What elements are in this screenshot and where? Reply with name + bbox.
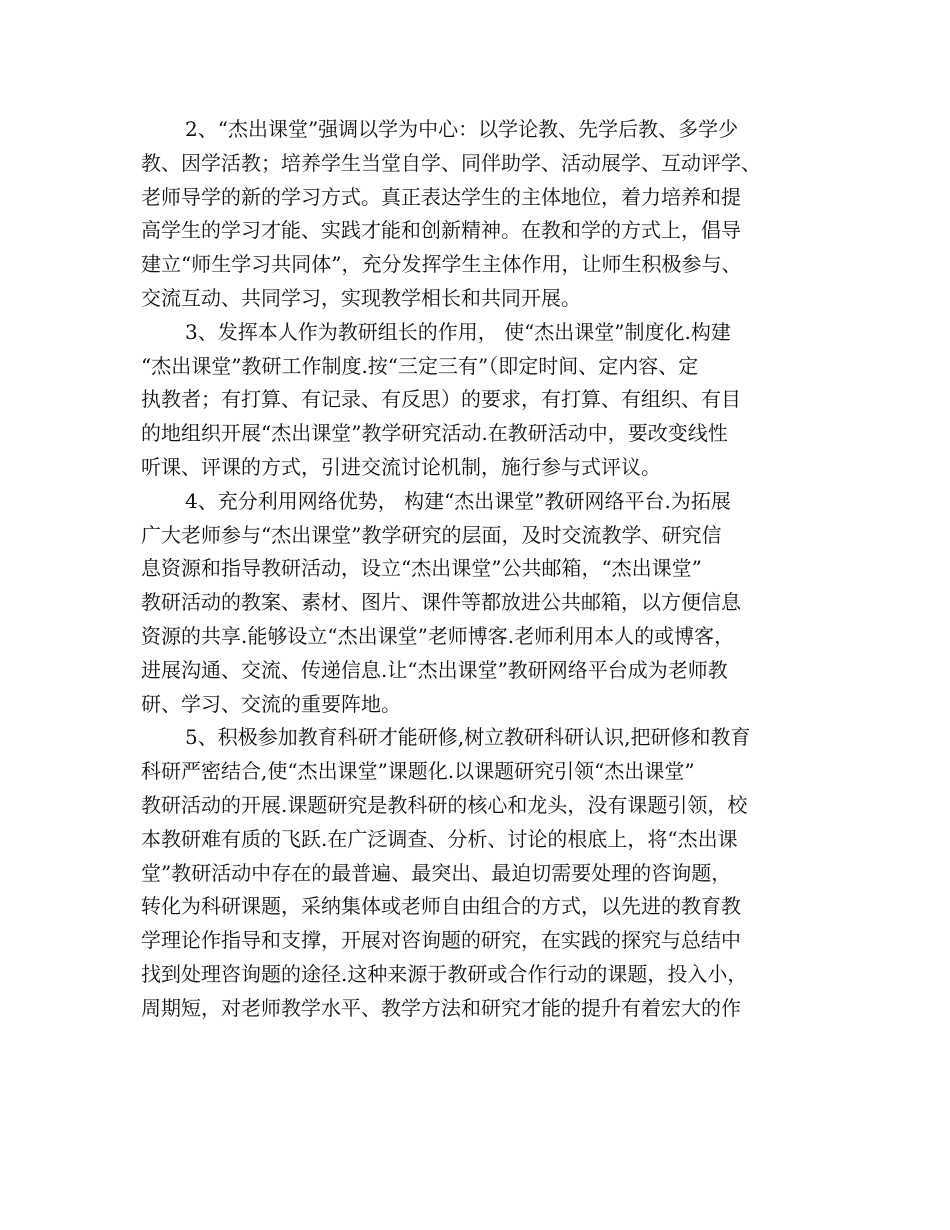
text-line: 教、因学活教；培养学生当堂自学、同伴助学、活动展学、互动评学、: [141, 150, 761, 175]
paragraph-5: [141, 721, 821, 1025]
text-line: 转化为科研课题，采纳集体或老师自由组合的方式，以先进的教育教: [141, 894, 741, 919]
paragraph-4: [141, 485, 821, 722]
text-line: 执教者；有打算、有记录、有反思）的要求，有打算、有组织、有目: [141, 387, 741, 412]
text-line: 4、充分利用网络优势， 构建“杰出课堂”教研网络平台.为拓展: [185, 488, 731, 513]
paragraph-2: [141, 113, 821, 316]
text-line: 交流互动、共同学习，实现教学相长和共同开展。: [141, 285, 581, 310]
text-line: 科研严密结合,使“杰出课堂”课题化.以课题研究引领“杰出课堂”: [141, 759, 695, 784]
text-line: 研、学习、交流的重要阵地。: [141, 691, 401, 716]
text-line: 学理论作指导和支撑，开展对咨询题的研究，在实践的探究与总结中: [141, 928, 741, 953]
text-line: 教研活动的教案、素材、图片、课件等都放进公共邮箱，以方便信息: [141, 590, 741, 615]
text-line: 2、“杰出课堂”强调以学为中心：以学论教、先学后教、多学少: [185, 117, 739, 141]
text-line: 广大老师参与“杰出课堂”教学研究的层面，及时交流教学、研究信: [141, 522, 722, 547]
document-body: [141, 113, 821, 1026]
text-line: 的地组织开展“杰出课堂”教学研究活动.在教研活动中，要改变线性: [141, 421, 728, 446]
text-line: 3、发挥本人作为教研组长的作用， 使“杰出课堂”制度化.构建: [185, 319, 731, 344]
text-line: 5、积极参加教育科研才能研修,树立教研科研认识,把研修和教育: [185, 725, 751, 750]
text-line: 本教研难有质的飞跃.在广泛调查、分析、讨论的根底上，将“杰出课: [141, 826, 738, 851]
text-line: 教研活动的开展.课题研究是教科研的核心和龙头，没有课题引领，校: [141, 792, 748, 817]
paragraph-3: [141, 316, 821, 485]
text-line: 听课、评课的方式，引进交流讨论机制，施行参与式评议。: [141, 454, 661, 479]
text-line: 堂”教研活动中存在的最普遍、最突出、最迫切需要处理的咨询题，: [141, 860, 732, 885]
text-line: 找到处理咨询题的途径.这种来源于教研或合作行动的课题，投入小，: [141, 961, 748, 986]
text-line: “杰出课堂”教研工作制度.按“三定三有”（即定时间、定内容、定: [141, 353, 699, 378]
text-line: 老师导学的新的学习方式。真正表达学生的主体地位，着力培养和提: [141, 184, 741, 209]
text-line: 建立“师生学习共同体”，充分发挥学生主体作用，让师生积极参与、: [141, 252, 742, 277]
text-line: 高学生的学习才能、实践才能和创新精神。在教和学的方式上，倡导: [141, 218, 741, 243]
text-line: 周期短，对老师教学水平、教学方法和研究才能的提升有着宏大的作: [141, 995, 741, 1020]
text-line: 进展沟通、交流、传递信息.让“杰出课堂”教研网络平台成为老师教: [141, 657, 728, 682]
text-line: 资源的共享.能够设立“杰出课堂”老师博客.老师利用本人的或博客，: [141, 623, 735, 648]
text-line: 息资源和指导教研活动，设立“杰出课堂”公共邮箱，“杰出课堂”: [141, 556, 702, 581]
